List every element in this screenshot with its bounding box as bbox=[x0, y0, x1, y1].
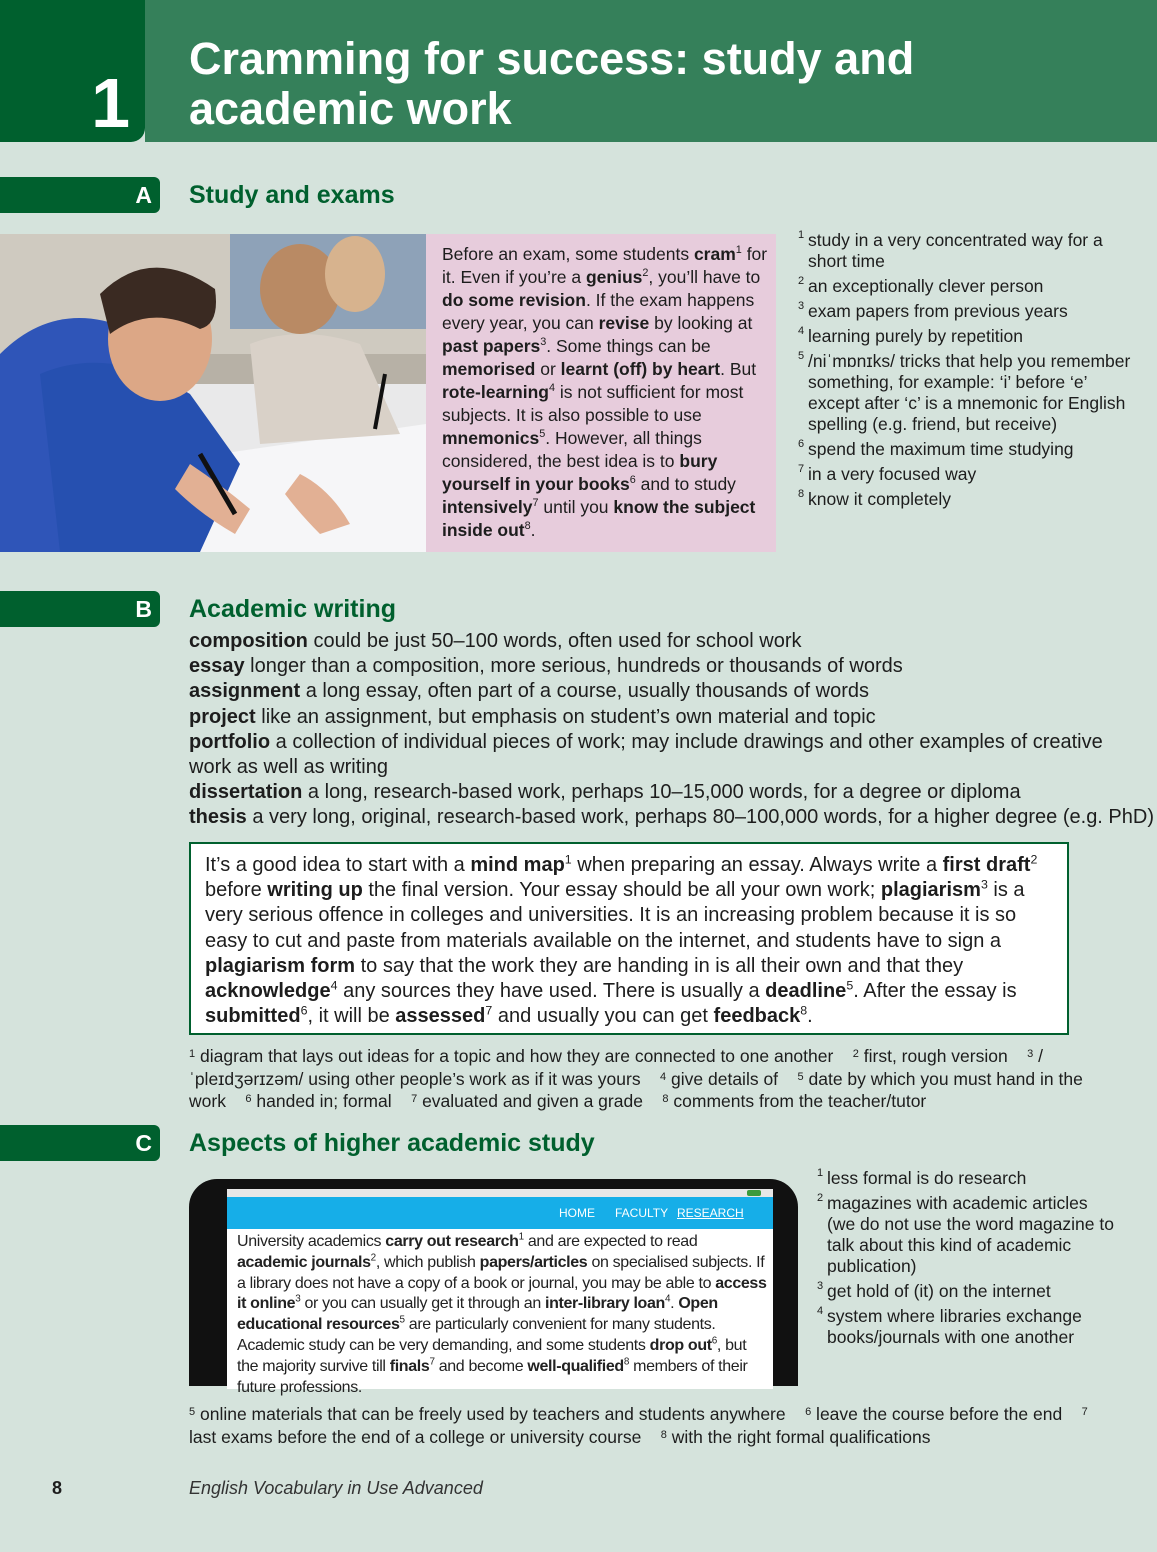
footnote-text: handed in; formal bbox=[251, 1091, 412, 1111]
footnote-number: 4 bbox=[660, 1070, 667, 1083]
note-marker: 7 bbox=[429, 1356, 435, 1368]
academic-writing-text bbox=[205, 853, 1055, 1029]
study-exams-text-box bbox=[426, 234, 776, 552]
note-number: 5 bbox=[798, 350, 805, 362]
footnote-text: give details of bbox=[666, 1068, 798, 1089]
page-number: 8 bbox=[52, 1478, 63, 1498]
note-marker: 1 bbox=[518, 1231, 524, 1243]
text-run: on specialised subjects. If a library does not have a copy of a book or journal, you may be able to bbox=[237, 1253, 765, 1292]
study-exams-text bbox=[442, 243, 768, 542]
nav-faculty-link[interactable]: FACULTY bbox=[615, 1206, 669, 1220]
note-number: 4 bbox=[798, 325, 805, 337]
note-number: 4 bbox=[817, 1305, 824, 1317]
key-term: know the subject inside out bbox=[442, 497, 756, 540]
key-term: past papers bbox=[442, 336, 541, 356]
text-run: to say that the work they are handing in is all their own and that they bbox=[355, 954, 964, 977]
note-text: study in a very concentrated way for a short time bbox=[808, 230, 1103, 271]
key-term: bury yourself in your books bbox=[442, 451, 718, 494]
key-term: Open educational resources bbox=[237, 1295, 718, 1334]
footnote-text: online materials that can be freely used by teachers and students anywhere bbox=[195, 1404, 806, 1424]
text-run: until you bbox=[538, 497, 614, 517]
section-b-title: Academic writing bbox=[189, 595, 396, 623]
note-number: 2 bbox=[798, 275, 805, 287]
text-run: or you can usually get it through an bbox=[300, 1295, 545, 1313]
definition-term: project bbox=[189, 705, 256, 728]
text-run: for it. Even if you’re a bbox=[442, 244, 768, 287]
text-run: . However, all things considered, the best idea is to bbox=[442, 428, 702, 471]
note-number: 1 bbox=[798, 229, 805, 241]
note-marker: 8 bbox=[623, 1356, 629, 1368]
footnote bbox=[245, 1091, 411, 1111]
note-marker: 4 bbox=[330, 978, 338, 993]
tablet-article-text bbox=[237, 1232, 769, 1398]
definition-term: thesis bbox=[189, 806, 247, 829]
note-text: learning purely by repetition bbox=[808, 326, 1023, 346]
key-term: learnt (off) by heart bbox=[560, 359, 721, 379]
footnote-text: evaluated and given a grade bbox=[417, 1091, 663, 1111]
note-item bbox=[798, 489, 1133, 510]
tablet-nav-bar bbox=[227, 1197, 773, 1229]
definition-term: assignment bbox=[189, 680, 301, 703]
footnote-text: with the right formal qualifications bbox=[666, 1426, 950, 1447]
section-a-tab: A bbox=[0, 177, 160, 213]
key-term: mnemonics bbox=[442, 428, 540, 448]
note-marker: 3 bbox=[980, 877, 988, 892]
text-run: , you’ll have to bbox=[648, 267, 761, 287]
key-term: intensively bbox=[442, 497, 533, 517]
section-c-notes bbox=[817, 1168, 1117, 1352]
footnote-number: 6 bbox=[805, 1406, 812, 1418]
key-term: revise bbox=[598, 313, 650, 333]
key-term: access it online bbox=[237, 1274, 767, 1313]
footnote-number: 5 bbox=[189, 1406, 196, 1418]
footnote-text: comments from the teacher/tutor bbox=[668, 1091, 946, 1111]
text-run: , but the majority survive till bbox=[237, 1336, 747, 1375]
note-item bbox=[798, 439, 1133, 460]
academic-writing-box bbox=[189, 842, 1069, 1035]
key-term: inter-library loan bbox=[545, 1295, 665, 1313]
text-run: . If the exam happens every year, you can bbox=[442, 290, 755, 333]
definition-text: like an assignment, but emphasis on student’s own material and topic bbox=[255, 705, 876, 728]
key-term: genius bbox=[585, 267, 643, 287]
text-run: . bbox=[530, 520, 536, 540]
note-marker: 2 bbox=[642, 267, 649, 280]
key-term: academic journals bbox=[237, 1253, 371, 1271]
section-b-footnotes bbox=[189, 1044, 1089, 1112]
note-item bbox=[817, 1168, 1117, 1189]
note-text: in a very focused way bbox=[808, 464, 977, 484]
text-run: is not sufficient for most subjects. It is also possible to use bbox=[442, 382, 744, 425]
footnote-number: 3 bbox=[1027, 1048, 1034, 1060]
note-marker: 8 bbox=[800, 1003, 808, 1018]
footnote-text: date by which you must hand in the work bbox=[189, 1068, 1088, 1111]
definition-row bbox=[189, 730, 1139, 780]
key-term: submitted bbox=[205, 1005, 301, 1028]
key-term: deadline bbox=[765, 980, 847, 1003]
text-run: . bbox=[670, 1295, 679, 1313]
definition-term: essay bbox=[189, 655, 245, 678]
text-run: are particularly convenient for many students. Academic study can be very demanding, and some students bbox=[237, 1316, 716, 1354]
note-marker: 2 bbox=[1030, 852, 1038, 867]
key-term: rote-learning bbox=[442, 382, 549, 402]
definition-row bbox=[189, 805, 1154, 830]
text-run: by looking at bbox=[649, 313, 753, 333]
note-item bbox=[798, 464, 1133, 485]
definition-text: a long, research-based work, perhaps 10–15,000 words, for a degree or diploma bbox=[302, 781, 1021, 804]
note-item bbox=[817, 1193, 1117, 1277]
note-marker: 6 bbox=[711, 1335, 717, 1347]
key-term: do some revision bbox=[442, 290, 586, 310]
note-text: less formal is do research bbox=[827, 1168, 1027, 1188]
note-item bbox=[817, 1306, 1117, 1348]
footnote-number: 8 bbox=[660, 1428, 667, 1441]
note-marker: 4 bbox=[548, 382, 555, 395]
footnote-text: last exams before the end of a college or university course bbox=[189, 1404, 1093, 1447]
definition-row bbox=[189, 654, 1139, 679]
footnote-text: leave the course before the end bbox=[811, 1404, 1082, 1424]
footnote-text: diagram that lays out ideas for a topic and how they are connected to one another bbox=[195, 1046, 853, 1066]
note-marker: 1 bbox=[564, 852, 572, 867]
note-item bbox=[798, 276, 1133, 297]
unit-number: 1 bbox=[91, 64, 130, 142]
note-marker: 7 bbox=[532, 497, 539, 510]
note-item bbox=[817, 1281, 1117, 1302]
note-text: know it completely bbox=[808, 489, 951, 509]
note-item bbox=[798, 301, 1133, 322]
text-run: , it will be bbox=[307, 1005, 396, 1028]
text-run: or bbox=[535, 359, 561, 379]
section-c-footnotes bbox=[189, 1402, 1093, 1447]
tablet-status-bar bbox=[227, 1189, 773, 1197]
text-run: . bbox=[807, 1005, 813, 1028]
section-c-title: Aspects of higher academic study bbox=[189, 1129, 595, 1157]
note-text: spend the maximum time studying bbox=[808, 439, 1074, 459]
text-run: and to study bbox=[635, 474, 736, 494]
note-number: 7 bbox=[798, 463, 805, 475]
definition-row bbox=[189, 679, 1139, 704]
key-term: first draft bbox=[942, 854, 1031, 876]
text-run: . Some things can be bbox=[546, 336, 711, 356]
footnote-text: first, rough version bbox=[858, 1046, 1028, 1066]
definition-text: a long essay, often part of a course, usually thousands of words bbox=[300, 680, 870, 703]
note-marker: 5 bbox=[846, 978, 854, 993]
book-title: English Vocabulary in Use Advanced bbox=[189, 1478, 483, 1498]
key-term: well-qualified bbox=[527, 1357, 624, 1375]
note-item bbox=[798, 326, 1133, 347]
footnote bbox=[660, 1069, 797, 1089]
definition-row bbox=[189, 780, 1139, 805]
key-term: plagiarism bbox=[880, 879, 981, 902]
key-term: assessed bbox=[395, 1005, 486, 1028]
note-marker: 3 bbox=[540, 336, 547, 349]
text-run: It’s a good idea to start with a bbox=[205, 854, 471, 876]
footnote bbox=[661, 1427, 950, 1447]
tablet-screen bbox=[227, 1189, 773, 1396]
key-term: cram bbox=[693, 244, 736, 264]
text-run: , which publish bbox=[375, 1253, 480, 1271]
note-number: 1 bbox=[817, 1167, 824, 1179]
footnote bbox=[189, 1404, 805, 1424]
text-run: is a very serious offence in colleges and universities. It is an increasing problem because it is so easy to cut and paste from materials available on the internet, and students have to sign a bbox=[205, 879, 1025, 952]
definition-term: composition bbox=[189, 630, 308, 652]
text-run: . But bbox=[720, 359, 757, 379]
text-run: and usually you can get bbox=[492, 1005, 714, 1028]
note-number: 6 bbox=[798, 438, 805, 450]
exam-photo-illustration bbox=[0, 234, 426, 552]
footnote bbox=[805, 1404, 1082, 1424]
note-number: 2 bbox=[817, 1192, 824, 1204]
note-marker: 1 bbox=[735, 244, 742, 257]
text-run: Before an exam, some students bbox=[442, 244, 694, 264]
note-text: an exceptionally clever person bbox=[808, 276, 1044, 296]
definition-term: portfolio bbox=[189, 730, 271, 753]
nav-home-link[interactable]: HOME bbox=[559, 1206, 595, 1220]
note-marker: 2 bbox=[370, 1252, 376, 1264]
definition-term: dissertation bbox=[189, 781, 303, 804]
note-marker: 7 bbox=[485, 1003, 493, 1018]
footnote-number: 7 bbox=[411, 1093, 418, 1105]
battery-icon bbox=[747, 1190, 761, 1196]
key-term: feedback bbox=[713, 1005, 801, 1028]
note-marker: 6 bbox=[300, 1003, 308, 1018]
definition-text: could be just 50–100 words, often used for school work bbox=[307, 630, 802, 652]
section-c-tab: C bbox=[0, 1125, 160, 1161]
page-title: Cramming for success: study and academic work bbox=[189, 33, 915, 134]
footnote-number: 7 bbox=[1081, 1406, 1088, 1418]
definition-text: a collection of individual pieces of work; may include drawings and other examples of creative work as well as writing bbox=[189, 730, 1103, 779]
footnote-text: /ˈpleɪdʒərɪzəm/ using other people’s work as if it was yours bbox=[189, 1046, 1044, 1089]
note-marker: 5 bbox=[399, 1314, 405, 1326]
key-term: plagiarism form bbox=[205, 954, 356, 977]
tablet-device bbox=[189, 1179, 798, 1396]
footnote-number: 1 bbox=[189, 1048, 196, 1060]
definition-text: a very long, original, research-based work, perhaps 80–100,000 words, for a higher degree (e.g. PhD) bbox=[246, 806, 1154, 829]
text-run: when preparing an essay. Always write a bbox=[571, 854, 943, 876]
note-text: magazines with academic articles (we do not use the word magazine to talk about this kind of academic publication) bbox=[827, 1193, 1114, 1276]
key-term: writing up bbox=[267, 879, 363, 902]
note-number: 8 bbox=[798, 488, 805, 500]
note-marker: 4 bbox=[664, 1294, 671, 1306]
text-run: any sources they have used. There is usually a bbox=[337, 980, 766, 1003]
footnote bbox=[411, 1091, 662, 1111]
key-term: mind map bbox=[470, 854, 565, 876]
footnote bbox=[853, 1046, 1027, 1066]
key-term: carry out research bbox=[385, 1233, 519, 1250]
key-term: acknowledge bbox=[205, 980, 331, 1003]
academic-writing-definitions bbox=[189, 629, 1154, 831]
text-run: members of their future professions. bbox=[237, 1357, 748, 1396]
key-term: memorised bbox=[442, 359, 536, 379]
footnote-number: 5 bbox=[797, 1070, 804, 1083]
note-text: /niˈmɒnɪks/ tricks that help you remember something, for example: ‘i’ before ‘e’ except after ‘c’ is a mnemonic for English spelling (e.g. friend, but receive) bbox=[808, 351, 1131, 434]
note-number: 3 bbox=[817, 1280, 824, 1292]
exam-photo bbox=[0, 234, 426, 552]
definition-row bbox=[189, 629, 1139, 654]
section-a-notes bbox=[798, 230, 1133, 514]
key-term: finals bbox=[389, 1357, 430, 1375]
key-term: papers/articles bbox=[479, 1253, 588, 1271]
text-run: University academics bbox=[237, 1233, 386, 1250]
note-text: system where libraries exchange books/journals with one another bbox=[827, 1306, 1082, 1347]
note-marker: 3 bbox=[295, 1294, 301, 1306]
text-run: the final version. Your essay should be all your own work; bbox=[362, 879, 881, 902]
note-text: exam papers from previous years bbox=[808, 301, 1068, 321]
note-marker: 6 bbox=[629, 474, 636, 487]
footnote bbox=[662, 1091, 945, 1111]
note-item bbox=[798, 230, 1133, 272]
section-a-title: Study and exams bbox=[189, 181, 395, 209]
note-number: 3 bbox=[798, 300, 805, 312]
footnote-number: 2 bbox=[852, 1048, 859, 1060]
note-text: get hold of (it) on the internet bbox=[827, 1281, 1051, 1301]
footnote-number: 8 bbox=[662, 1093, 669, 1105]
section-b-tab: B bbox=[0, 591, 160, 627]
footnote bbox=[189, 1046, 853, 1066]
note-marker: 8 bbox=[524, 520, 531, 533]
key-term: drop out bbox=[649, 1336, 712, 1354]
definition-row bbox=[189, 705, 1139, 730]
note-item bbox=[798, 351, 1133, 435]
text-run: and are expected to read bbox=[523, 1233, 698, 1250]
text-run: . After the essay is bbox=[853, 980, 1017, 1003]
text-run: and become bbox=[434, 1357, 528, 1375]
nav-research-link[interactable]: RESEARCH bbox=[677, 1206, 744, 1220]
text-run: before bbox=[205, 879, 268, 902]
footnote-number: 6 bbox=[245, 1093, 252, 1105]
note-marker: 5 bbox=[539, 428, 546, 441]
definition-text: longer than a composition, more serious, hundreds or thousands of words bbox=[244, 655, 903, 678]
